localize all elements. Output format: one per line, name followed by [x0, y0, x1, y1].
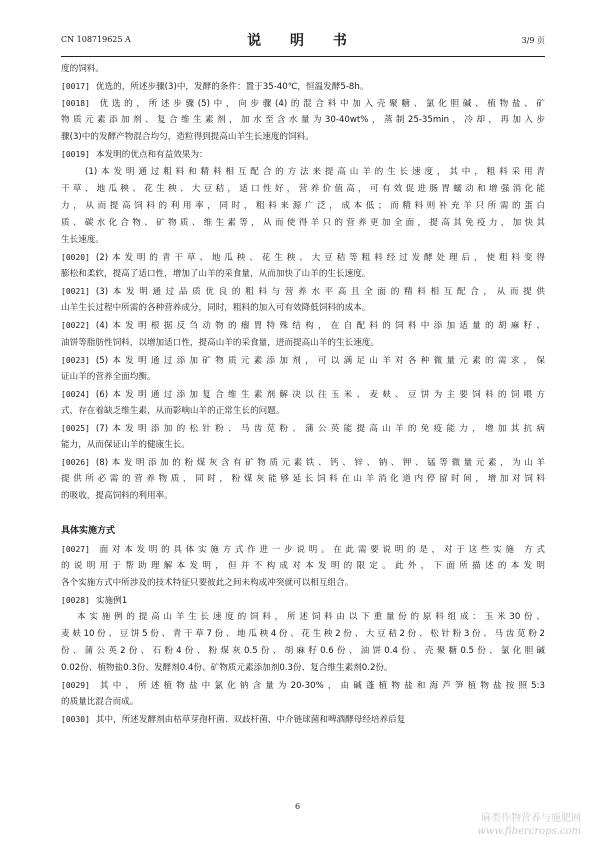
- line-text: 面对本发明的具体实施方式作进一步说明。在此需要说明的是，对于这些实施 方式: [95, 544, 545, 555]
- line-text: (7)本发明添加的松针粉、马齿苋粉、蒲公英能提高山羊的免疫能力，增加其抗病: [95, 423, 545, 434]
- line-text: (5)本发明通过添加矿物质元素添加剂，可以满足山羊对各种微量元素的需求，保: [95, 355, 545, 366]
- paragraph-number: [0029]: [61, 681, 90, 691]
- paragraph-number: [0023]: [61, 355, 90, 365]
- line-text: 力，从而提高饲料的利用率，同时，粗料来源广泛，成本低；而精料则补充羊只所需的蛋白: [61, 200, 545, 211]
- line-text: 骤(3)中的发酵产物混合均匀，造粒得到提高山羊生长速度的饲料。: [61, 132, 314, 143]
- paragraph-number: [0022]: [61, 321, 90, 331]
- body-line: [61, 575, 545, 592]
- line-text: 份、蒲公英2份、石粉4份、粉煤灰0.5份、胡麻籽0.6份、油饼0.4份、壳聚糖0.5份、氯化胆碱: [61, 646, 545, 657]
- paragraph-number: [0017]: [61, 82, 90, 92]
- line-text: 质、碳水化合物、矿物质、维生素等，从而使得羊只的营养更加全面，提高其免疫力，加快其: [61, 217, 545, 228]
- line-text: 优选的，所述步骤(3)中，发酵的条件：置于35-40℃，恒温发酵5-8h。: [95, 82, 369, 93]
- body-line: [61, 129, 545, 146]
- line-text: 的质量比混合而成。: [61, 697, 139, 708]
- body-line: [61, 626, 545, 643]
- section-gap: [61, 505, 545, 523]
- paragraph-number: [0025]: [61, 423, 90, 433]
- body-line: [61, 198, 545, 215]
- line-text: 山羊生长过程中所需的各种营养成分，同时，粗料的加入可有效降低饲料的成本。: [61, 303, 371, 314]
- line-text: 麦麸10份、豆饼5份、青干草7份、地瓜秧4份、花生秧2份、大豆秸2份、松针粉3份、马齿苋粉2: [61, 629, 545, 639]
- paragraph-number: [0019]: [61, 150, 90, 160]
- line-text: (1)本发明通过粗料和精料相互配合的方法来提高山羊的生长速度，其中，粗料采用青: [85, 166, 545, 177]
- line-text: 本实施例的提高山羊生长速度的饲料，所述饲料由以下重量份的原料组成：玉米30份、: [77, 611, 545, 622]
- line-text: 各个实施方式中所涉及的技术特征只要彼此之间未构成冲突就可以相互组合。: [61, 577, 354, 588]
- watermark-text: 麻类作物营养与施肥网: [481, 813, 581, 824]
- body-line: [61, 609, 545, 626]
- body-line: [61, 711, 545, 728]
- line-text: 其中，所述植物盐中氯化钠含量为20-30%，由碱蓬植物盐和海芦笋植物盐按照5:3: [95, 681, 545, 692]
- page-of-count: 3/9 页: [521, 36, 545, 45]
- body-line: [61, 61, 545, 78]
- body-line: [61, 283, 545, 300]
- paragraph-number: [0028]: [61, 595, 90, 605]
- paragraph-number: [0027]: [61, 544, 90, 554]
- body-line: [61, 660, 545, 677]
- line-text: 提供所必需的营养物质，同时，粉煤灰能够延长饲料在山羊消化道内停留时间，增加对饲料: [61, 474, 545, 485]
- body-line: [61, 164, 545, 181]
- body-line: [61, 592, 545, 609]
- section-heading: [61, 523, 545, 540]
- body-line: [61, 146, 545, 163]
- line-text: (4)本发明根据反刍动物的瘤胃特殊结构，在自配料的饲料中添加适量的胡麻籽、: [95, 321, 545, 332]
- paragraph-number: [0024]: [61, 389, 90, 399]
- body-line: [61, 437, 545, 454]
- line-text: 的说明用于帮助理解本发明，但并不构成对本发明的限定。此外，下面所描述的本发明: [61, 560, 545, 571]
- line-text: 0.02份、植物盐0.3份、发酵剂0.4份、矿物质元素添加剂0.3份、复合维生素剂0.2份。: [61, 663, 393, 674]
- document-title: 说 明 书: [247, 33, 359, 49]
- paragraph-number: [0026]: [61, 458, 90, 468]
- header-divider: [61, 56, 545, 57]
- body-line: [61, 558, 545, 575]
- line-text: 物质元素添加剂、复合维生素剂，加水至含水量为30-40wt%，蒸制25-35min，冷却，再加入步: [61, 115, 545, 126]
- body-line: [61, 420, 545, 437]
- paragraph-number: [0021]: [61, 287, 90, 297]
- body-line: [61, 317, 545, 334]
- body-line: [61, 488, 545, 505]
- body-line: [61, 369, 545, 386]
- watermark: [477, 812, 581, 838]
- line-text: 油饼等脂肪性饲料，以增加适口性，提高山羊的采食量，进而提高山羊的生长速度。: [61, 337, 379, 348]
- body-line: [61, 454, 545, 471]
- document-body: [61, 61, 545, 729]
- body-line: [61, 266, 545, 283]
- line-text: 本发明的优点和有益效果为：: [95, 150, 208, 161]
- body-line: [61, 232, 545, 249]
- paragraph-number: [0018]: [61, 99, 90, 109]
- body-line: [61, 541, 545, 558]
- line-text: (2)本发明的青干草、地瓜秧、花生秧、大豆秸等粗料经过发酵处理后，使粗料变得: [95, 253, 545, 264]
- body-line: [61, 215, 545, 232]
- body-line: [61, 352, 545, 369]
- line-text: 度的饲料。: [61, 64, 104, 74]
- line-text: 具体实施方式: [61, 526, 116, 537]
- page-header: [61, 30, 545, 50]
- line-text: 其中，所述发酵剂由枯草芽孢杆菌、双歧杆菌、中介链球菌和啤酒酵母经培养后复: [95, 715, 406, 726]
- body-line: [61, 403, 545, 420]
- line-text: 实施例1: [95, 595, 128, 606]
- line-text: 优选的，所述步骤(5)中，向步骤(4)的混合料中加入壳聚糖、氯化胆碱、植物盐、矿: [95, 99, 545, 110]
- body-line: [61, 249, 545, 266]
- body-line: [61, 181, 545, 198]
- paragraph-number: [0030]: [61, 715, 90, 725]
- body-line: [61, 335, 545, 352]
- line-text: 膨松和柔软，提高了适口性，增加了山羊的采食量，从而加快了山羊的生长速度。: [61, 269, 371, 280]
- body-line: [61, 677, 545, 694]
- line-text: (8)本发明添加的粉煤灰含有矿物质元素铁、钙、锌、钠、钾、锰等微量元素，为山羊: [95, 458, 545, 469]
- line-text: 式，存在着缺乏维生素，从而影响山羊的正常生长的问题。: [61, 405, 285, 416]
- line-text: 证山羊的营养全面均衡。: [61, 371, 156, 382]
- body-line: [61, 471, 545, 488]
- body-line: [61, 78, 545, 95]
- body-line: [61, 300, 545, 317]
- line-text: 干草、地瓜秧、花生秧、大豆秸，适口性好，营养价值高，可有效促进肠胃蠕动和增强消化能: [61, 183, 545, 194]
- body-line: [61, 643, 545, 660]
- body-line: [61, 112, 545, 129]
- line-text: (6)本发明通过添加复合维生素剂解决以往玉米、麦麸、豆饼为主要饲料的饲喂方: [95, 389, 545, 400]
- paragraph-number: [0020]: [61, 253, 90, 263]
- line-text: 能力，从而保证山羊的健康生长。: [61, 440, 190, 451]
- page-number: 6: [294, 802, 301, 811]
- watermark-url: www.fibercrops.com: [477, 826, 581, 837]
- body-line: [61, 386, 545, 403]
- line-text: 的吸收，提高饲料的利用率。: [61, 491, 173, 502]
- line-text: (3)本发明通过品质优良的粗料与营养水平高且全面的精料相互配合，从而提供: [95, 287, 545, 298]
- patent-number: CN 108719625 A: [61, 35, 131, 44]
- body-line: [61, 95, 545, 112]
- body-line: [61, 694, 545, 711]
- line-text: 生长速度。: [61, 234, 104, 245]
